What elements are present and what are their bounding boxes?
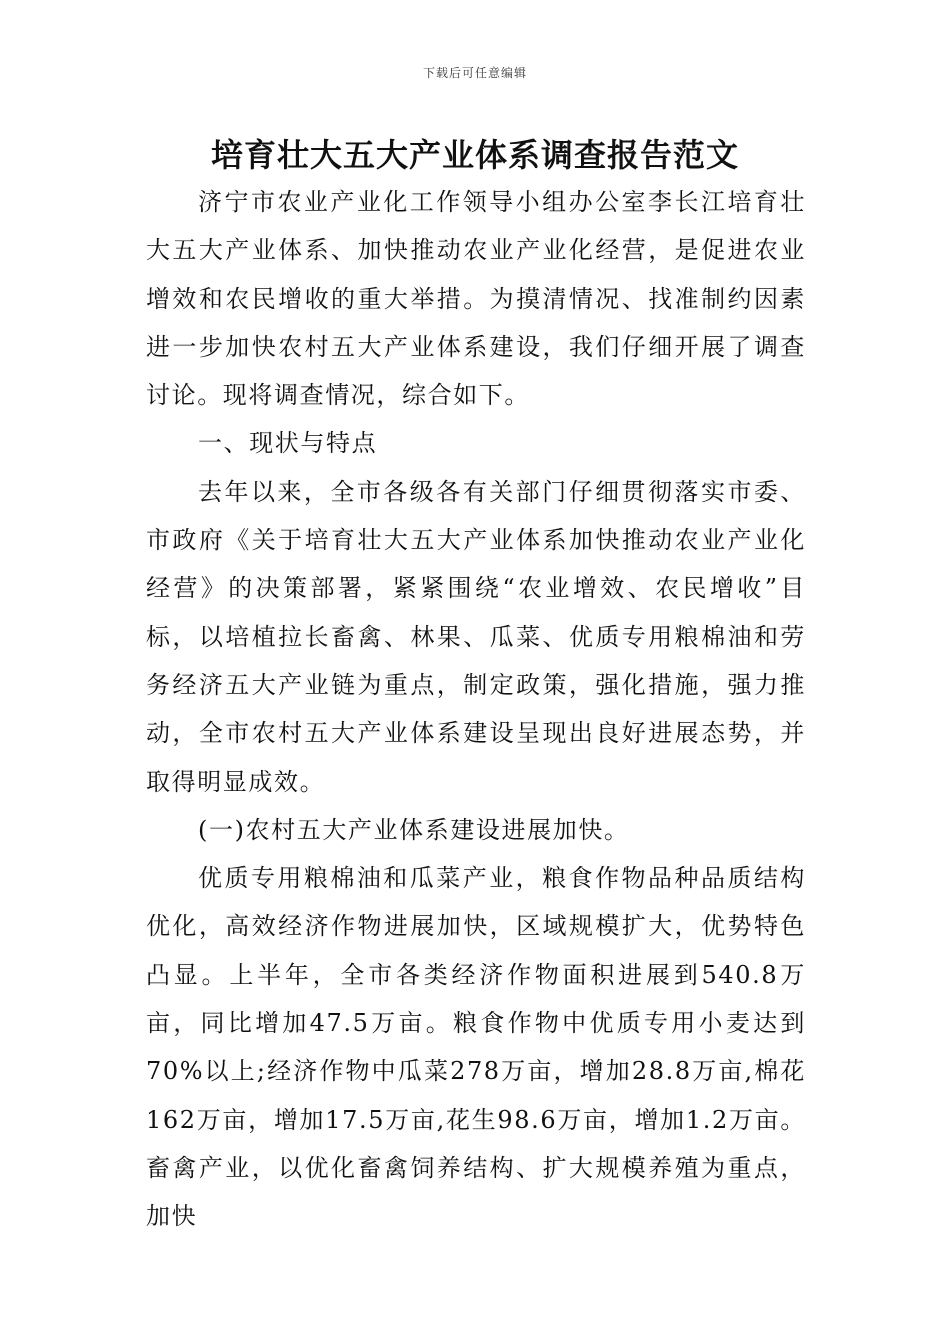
section-heading-1: 一、现状与特点 [198,429,378,458]
subsection-heading-1: (一)农村五大产业体系建设进展加快。 [198,815,630,844]
paragraph-overview: 去年以来，全市各级各有关部门仔细贯彻落实市委、市政府《关于培育壮大五大产业体系加快推动农业产业化经营》的决策部署，紧紧围绕“农业增效、农民增收”目标，以培植拉长畜禽、林果、瓜菜、优质专用粮棉油和劳务经济五大产业链为重点，制定政策，强化措施，强力推动，全市农村五大产业体系建设呈现出良好进展态势，并取得明显成效。 [146,477,806,796]
document-title: 培育壮大五大产业体系调查报告范文 [210,136,739,174]
header-note: 下载后可任意编辑 [422,66,527,80]
document-body [146,178,806,1241]
paragraph-intro: 济宁市农业产业化工作领导小组办公室李长江培育壮大五大产业体系、加快推动农业产业化经营，是促进农业增效和农民增收的重大举措。为摸清情况、找准制约因素进一步加快农村五大产业体系建设，我们仔细开展了调查讨论。现将调查情况，综合如下。 [146,188,806,410]
paragraph-crops: 优质专用粮棉油和瓜菜产业，粮食作物品种品质结构优化，高效经济作物进展加快，区域规模扩大，优势特色凸显。上半年，全市各类经济作物面积进展到540.8万亩，同比增加47.5万亩。粮食作物中优质专用小麦达到70%以上;经济作物中瓜菜278万亩，增加28.8万亩,棉花162万亩，增加17.5万亩,花生98.6万亩，增加1.2万亩。畜禽产业，以优化畜禽饲养结构、扩大规模养殖为重点，加快 [146,864,806,1231]
